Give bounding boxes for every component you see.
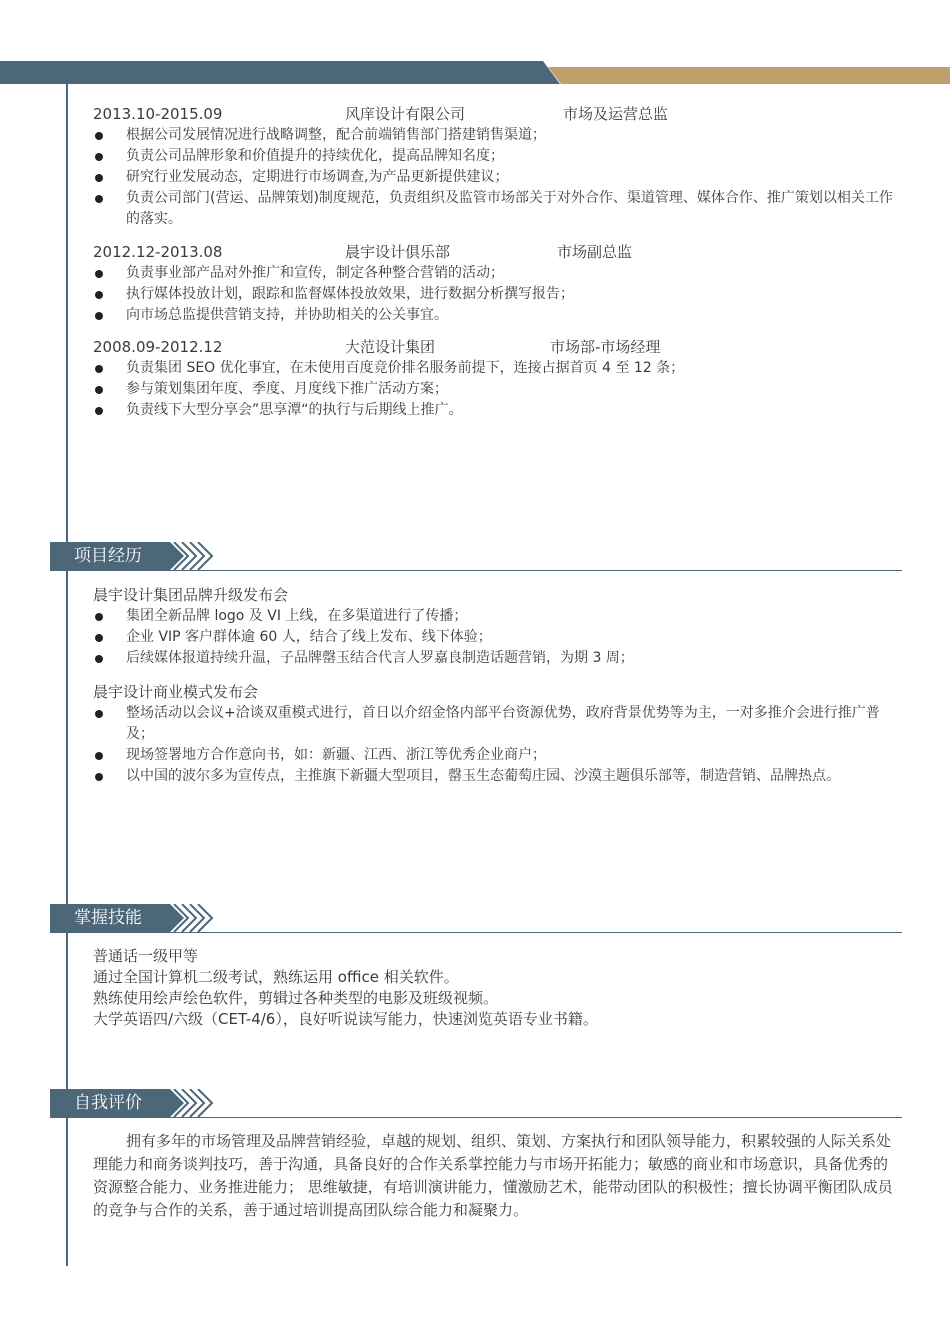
- header-band-gold: [548, 67, 950, 84]
- job-entry: [93, 104, 893, 230]
- project-items: [93, 703, 893, 787]
- job-company: 风庠设计有限公司: [345, 105, 466, 123]
- project-items: [93, 606, 893, 669]
- project-name: 晨宇设计集团品牌升级发布会: [93, 586, 289, 604]
- list-item: 研究行业发展动态，定期进行市场调查,为产品更新提供建议；: [93, 167, 893, 188]
- list-item: 执行媒体投放计划，跟踪和监督媒体投放效果，进行数据分析撰写报告；: [93, 284, 893, 305]
- job-title: 市场部-市场经理: [550, 338, 661, 356]
- job-period: 2008.09-2012.12: [93, 338, 223, 356]
- list-item: 负责集团 SEO 优化事宜，在未使用百度竞价排名服务前提下，连接占据首页 4 至 12 条；: [93, 358, 893, 379]
- section-title: 掌握技能: [50, 904, 162, 932]
- job-duties: [93, 125, 893, 230]
- section-rule: [50, 570, 902, 571]
- stripes-icon: [162, 904, 262, 932]
- list-item: 根据公司发展情况进行战略调整，配合前端销售部门搭建销售渠道；: [93, 125, 893, 146]
- job-entry: [93, 242, 893, 326]
- list-item: 现场签署地方合作意向书，如：新疆、江西、浙江等优秀企业商户；: [93, 745, 893, 766]
- job-entry: [93, 337, 893, 421]
- stripes-icon: [162, 542, 262, 570]
- list-item: 向市场总监提供营销支持，并协助相关的公关事宜。: [93, 305, 893, 326]
- job-company: 晨宇设计俱乐部: [345, 243, 451, 261]
- skill-line: 通过全国计算机二级考试，熟练运用 office 相关软件。: [93, 968, 459, 986]
- job-period: 2013.10-2015.09: [93, 105, 223, 123]
- list-item: 以中国的波尔多为宣传点，主推旗下新疆大型项目，罄玉生态葡萄庄园、沙漠主题俱乐部等，制造营销、品牌热点。: [93, 766, 893, 787]
- job-header: [93, 242, 893, 263]
- job-period: 2012.12-2013.08: [93, 243, 223, 261]
- skill-line: 普通话一级甲等: [93, 947, 199, 965]
- section-header-self: [50, 1089, 902, 1119]
- section-header-projects: [50, 542, 902, 572]
- self-evaluation-text: 拥有多年的市场管理及品牌营销经验，卓越的规划、组织、策划、方案执行和团队领导能力，积累较强的人际关系处理能力和商务谈判技巧，善于沟通，具备良好的合作关系掌控能力与市场开拓能力；敏感的商业和市场意识，具备优秀的资源整合能力、业务推进能力； 思维敏捷，有培训演讲能力，懂激励艺术，能带动团队的积极性；擅长协调平衡团队成员的竞争与合作的关系，善于通过培训提高团队综合能力和凝聚力。: [93, 1132, 893, 1219]
- list-item: 企业 VIP 客户群体逾 60 人，结合了线上发布、线下体验；: [93, 627, 893, 648]
- job-header: [93, 337, 893, 358]
- section-rule: [50, 1117, 902, 1118]
- project-entry: [93, 682, 893, 787]
- job-title: 市场及运营总监: [563, 105, 669, 123]
- list-item: 负责事业部产品对外推广和宣传，制定各种整合营销的活动；: [93, 263, 893, 284]
- job-duties: [93, 358, 893, 421]
- list-item: 参与策划集团年度、季度、月度线下推广活动方案；: [93, 379, 893, 400]
- job-header: [93, 104, 893, 125]
- skill-line: 大学英语四/六级（CET-4/6），良好听说读写能力，快速浏览英语专业书籍。: [93, 1010, 598, 1028]
- section-title: 项目经历: [50, 542, 162, 570]
- section-title: 自我评价: [50, 1089, 162, 1117]
- list-item: 整场活动以会议+洽谈双重模式进行，首日以介绍金恪内部平台资源优势，政府背景优势等为主，一对多推介会进行推广普及；: [93, 703, 893, 745]
- section-header-skills: [50, 904, 902, 934]
- job-title: 市场副总监: [557, 243, 633, 261]
- job-duties: [93, 263, 893, 326]
- project-entry: [93, 585, 893, 669]
- list-item: 集团全新品牌 logo 及 VI 上线，在多渠道进行了传播；: [93, 606, 893, 627]
- stripes-icon: [162, 1089, 262, 1117]
- header-band-blue: [0, 61, 560, 84]
- list-item: 后续媒体报道持续升温，子品牌罄玉结合代言人罗嘉良制造话题营销，为期 3 周；: [93, 648, 893, 669]
- job-company: 大范设计集团: [345, 338, 436, 356]
- list-item: 负责公司品牌形象和价值提升的持续优化，提高品牌知名度；: [93, 146, 893, 167]
- skills-list: [93, 946, 893, 1030]
- list-item: 负责线下大型分享会”思享潭“的执行与后期线上推广。: [93, 400, 893, 421]
- project-name: 晨宇设计商业模式发布会: [93, 683, 259, 701]
- section-rule: [50, 932, 902, 933]
- skill-line: 熟练使用绘声绘色软件，剪辑过各种类型的电影及班级视频。: [93, 989, 499, 1007]
- list-item: 负责公司部门(营运、品牌策划)制度规范，负责组织及监管市场部关于对外合作、渠道管理、媒体合作、推广策划以相关工作的落实。: [93, 188, 893, 230]
